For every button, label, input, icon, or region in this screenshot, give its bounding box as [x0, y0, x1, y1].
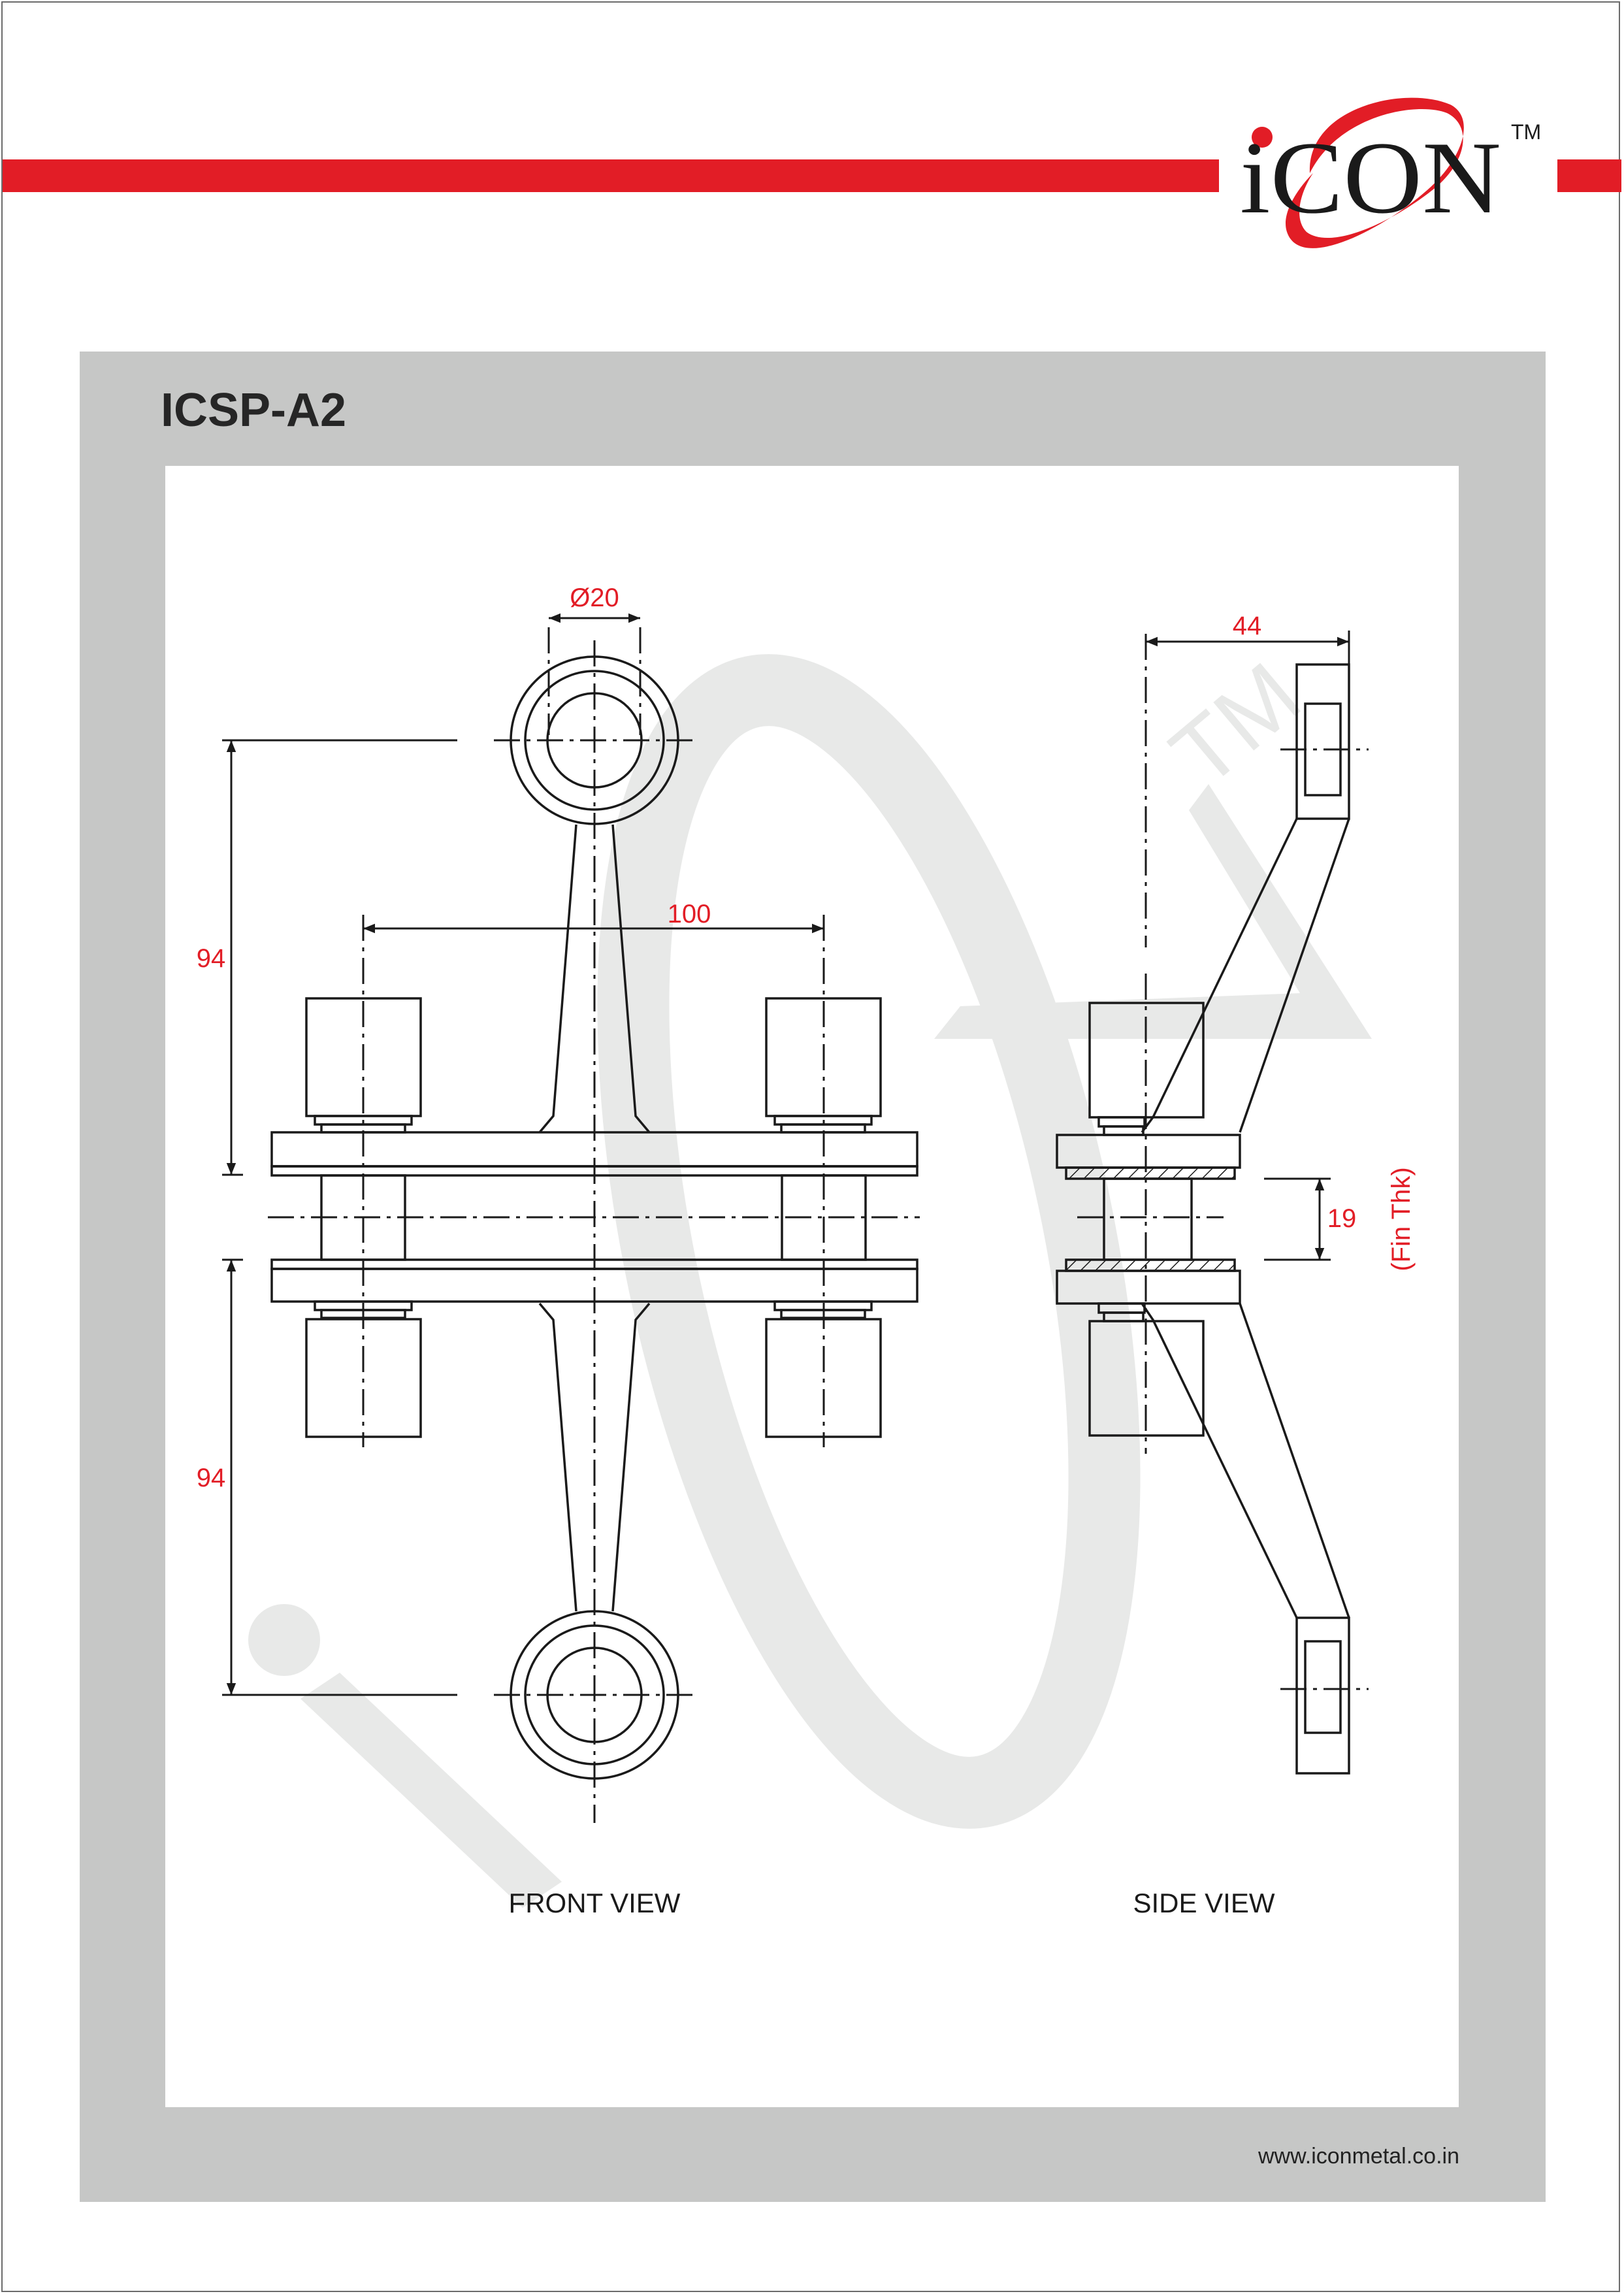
logo-text: iCON — [1240, 121, 1501, 235]
side-view-label: SIDE VIEW — [1133, 1888, 1275, 1918]
model-title: ICSP-A2 — [161, 384, 347, 436]
technical-drawing — [165, 466, 1459, 2107]
dimension-lines — [222, 618, 1349, 1695]
dim-94-bottom: 94 — [196, 1464, 226, 1492]
icon-logo — [1228, 88, 1548, 278]
watermark-stroke — [300, 1673, 562, 1908]
logo-trademark: TM — [1511, 120, 1542, 144]
side-bottom-arm — [1142, 1304, 1349, 1618]
dim-19: 19 — [1327, 1204, 1357, 1233]
watermark-swoosh — [547, 648, 1190, 1834]
dim-diameter: Ø20 — [570, 583, 619, 612]
watermark — [248, 643, 1372, 1908]
dim-100: 100 — [667, 900, 711, 928]
dim-44: 44 — [1232, 612, 1262, 640]
drawing-area — [165, 466, 1459, 2107]
view-labels — [509, 1888, 1275, 1918]
dim-fin-label: (Fin Thk) — [1387, 1167, 1416, 1271]
front-view-label: FRONT VIEW — [508, 1888, 681, 1918]
header-bar-left — [3, 159, 1219, 192]
dim-94-top: 94 — [196, 944, 226, 973]
website-url: www.iconmetal.co.in — [1258, 2144, 1459, 2169]
watermark-dot — [248, 1604, 320, 1676]
header-bar-right — [1557, 159, 1621, 192]
watermark-tm: TM — [1152, 642, 1320, 806]
